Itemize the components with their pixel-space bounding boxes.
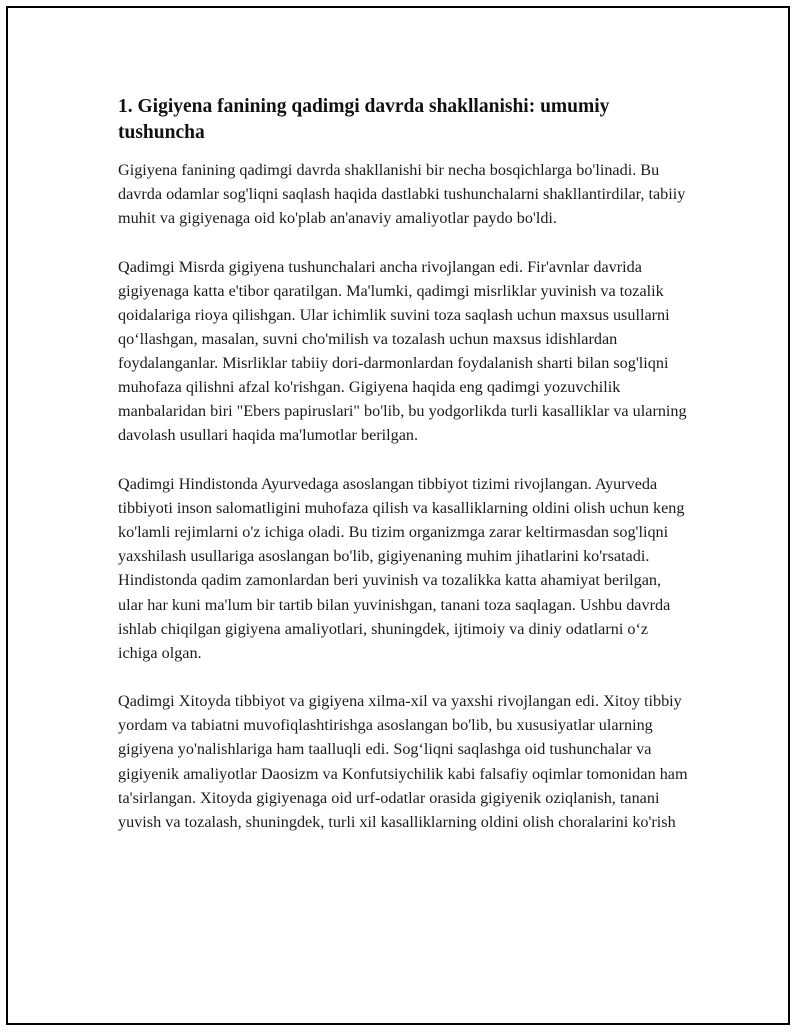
paragraph-intro: Gigiyena fanining qadimgi davrda shakllanishi bir necha bosqichlarga bo'linadi. Bu davrda odamlar sog'liqni saqlash haqida dastlabki tushunchalarni shakllantirdilar, tabiiy muhit va gigiyenaga oid ko'plab an'anaviy amaliyotlar paydo bo'ldi. <box>118 161 686 228</box>
paragraph-india: Qadimgi Hindistonda Ayurvedaga asoslangan tibbiyot tizimi rivojlangan. Ayurveda tibbiyoti inson salomatligini muhofaza qilish va kasalliklarning oldini olish uchun keng ko'lamli rejimlarni o'z ichiga oladi. Bu tizim organizmga zarar keltirmasdan sog'liqni yaxshilash usullariga asoslangan bo'lib, gigiyenaning muhim jihatlarini ko'rsatadi. Hindistonda qadim zamonlardan beri yuvinish va tozalikka katta ahamiyat berilgan, ular har kuni ma'lum bir tartib bilan yuvinishgan, tanani toza saqlagan. Ushbu davrda ishlab chiqilgan gigiyena amaliyotlari, shuningdek, ijtimoiy va diniy odatlarni o‘z ichiga olgan. <box>118 475 685 662</box>
paragraph-egypt: Qadimgi Misrda gigiyena tushunchalari ancha rivojlangan edi. Fir'avnlar davrida gigiyenaga katta e'tibor qaratilgan. Ma'lumki, qadimgi misrliklar yuvinish va tozalik qoidalariga rioya qilishgan. Ular ichimlik suvini toza saqlash uchun maxsus usullarni qo‘llashgan, masalan, suvni cho'milish va tozalash uchun maxsus idishlardan foydalanganlar. Misrliklar tabiiy dori-darmonlardan foydalanish sharti bilan sog'liqni muhofaza qilishni afzal ko'rishgan. Gigiyena haqida eng qadimgi yozuvchilik manbalaridan biri "Ebers papiruslari" bo'lib, bu yodgorlikda turli kasalliklar va ularning davolash usullari haqida ma'lumotlar berilgan. <box>118 257 687 445</box>
document-body <box>118 94 688 858</box>
section-title: 1. Gigiyena fanining qadimgi davrda shakllanishi: umumiy tushuncha <box>118 96 610 143</box>
paragraph-china: Qadimgi Xitoyda tibbiyot va gigiyena xilma-xil va yaxshi rivojlangan edi. Xitoy tibbiy yordam va tabiatni muvofiqlashtirishga asoslangan bo'lib, bu xususiyatlar ularning gigiyena yo'nalishlariga ham taalluqli edi. Sog‘liqni saqlashga oid tushunchalar va gigiyenik amaliyotlar Daosizm va Konfutsiychilik kabi falsafiy oqimlar tomonidan ham ta'sirlangan. Xitoyda gigiyenaga oid urf-odatlar orasida gigiyenik oziqlanish, tanani yuvish va tozalash, shuningdek, turli xil kasalliklarning oldini olish choralarini ko'rish <box>118 692 688 831</box>
